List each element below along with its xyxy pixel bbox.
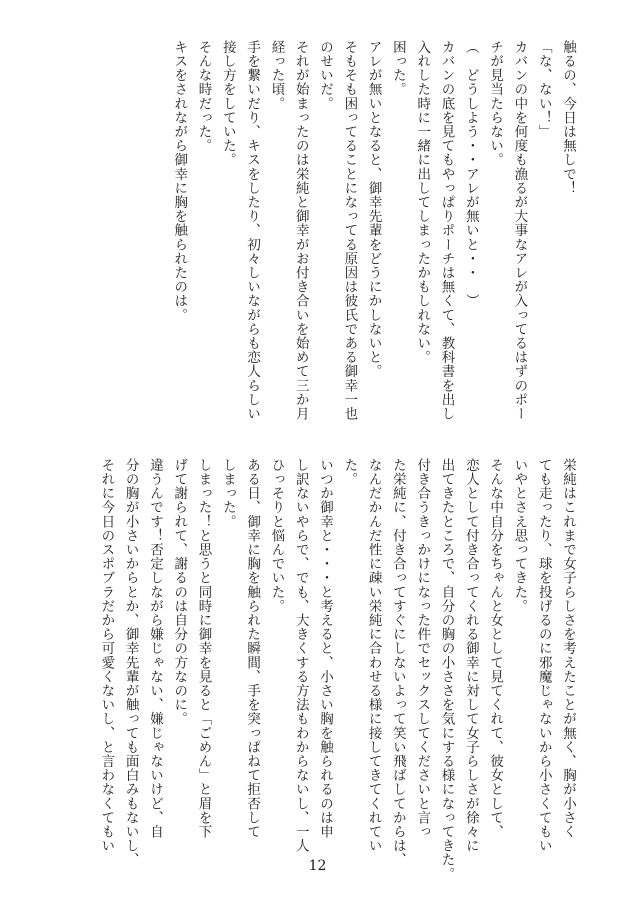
- text-line: 手を繋いだり、キスをしたり、初々しいながらも恋人らしい: [244, 40, 261, 421]
- text-line: 触るの、今日は無しで！: [560, 40, 576, 196]
- text-line: 付き合うきっかけになった件でセックスしてくださいと言っ: [414, 458, 431, 839]
- text-line: ひっそりと悩んでいた。: [268, 458, 285, 614]
- text-line: そんな中自分をちゃんと女として見てくれて、彼女として、: [487, 458, 504, 839]
- text-line: アレが無いとなると、御幸先輩をどうにかしないと。: [365, 40, 382, 379]
- text-line: げて謝られて、謝るのは自分の方なのに。: [171, 458, 188, 726]
- text-line: 分の胸が小さいからとか、御幸先輩が触っても面白みもないし、: [122, 458, 139, 867]
- upper-text-block: [167, 40, 580, 420]
- text-line: 経った頃。: [268, 40, 285, 111]
- text-line: それに今日のスポブラだから可愛くないし、と言わなくてもい: [98, 458, 115, 853]
- text-line: カバンの底を見てもやっぱりポーチは無くて、教科書を出し: [438, 40, 455, 421]
- text-line: 恋人として付き合ってくれる御幸に対して女子らしさが徐々に: [462, 458, 479, 853]
- text-line: カバンの中を何度も漁るが大事なアレが入ってるはずのポー: [511, 40, 528, 421]
- text-line: しまった。: [219, 458, 236, 529]
- text-line: しまった！と思うと同時に御幸を見ると「ごめん」と眉を下: [195, 458, 212, 839]
- text-line: 出てきたところで、自分の胸の小ささを気にする様になってきた。: [438, 458, 455, 881]
- text-line: し訳ないやらで、でも、大きくする方法もわからないし、一人: [292, 458, 309, 853]
- text-line: それが始まったのは栄純と御幸がお付き合いを始めて三か月: [292, 40, 309, 421]
- text-line: いやとさえ思ってきた。: [511, 458, 528, 614]
- text-line: そんな時だった。: [195, 40, 212, 153]
- text-line: そもそも困ってることになってる原因は彼氏である御幸一也: [341, 40, 358, 421]
- page-number: 12: [308, 858, 327, 874]
- text-line: ある日、御幸に胸を触られた瞬間、手を突っぱねて拒否して: [244, 458, 261, 839]
- text-line: キスをされながら御幸に胸を触られたのは。: [171, 40, 188, 322]
- text-line: 違うんです！否定しながら嫌じゃない、嫌じゃないけど、自: [146, 458, 163, 839]
- text-line: いつか御幸と・・・と考えると、小さい胸を触られるのは申: [317, 458, 334, 839]
- text-line: 接し方をしていた。: [219, 40, 236, 167]
- text-line: （ どうしよう・・アレが無いと・・ ）: [462, 40, 479, 308]
- text-line: た栄純に、付き合ってすぐにしないよって笑い飛ばしてからは、: [389, 458, 406, 867]
- text-line: 困った。: [389, 40, 406, 97]
- text-line: 「な、ない！」: [535, 40, 552, 139]
- text-line: た。: [341, 458, 358, 487]
- text-line: ても走ったり、球を投げるのに邪魔じゃないから小さくてもい: [535, 458, 552, 853]
- text-line: 栄純はこれまで女子らしさを考えたことが無く、胸が小さく: [560, 458, 576, 839]
- text-line: のせいだ。: [317, 40, 334, 111]
- text-line: チが見当たらない。: [487, 40, 504, 167]
- text-line: 入れした時に一緒に出してしまったかもしれない。: [414, 40, 431, 365]
- text-line: なんだかんだ性に疎い栄純に合わせる様に接してきてくれてい: [365, 458, 382, 853]
